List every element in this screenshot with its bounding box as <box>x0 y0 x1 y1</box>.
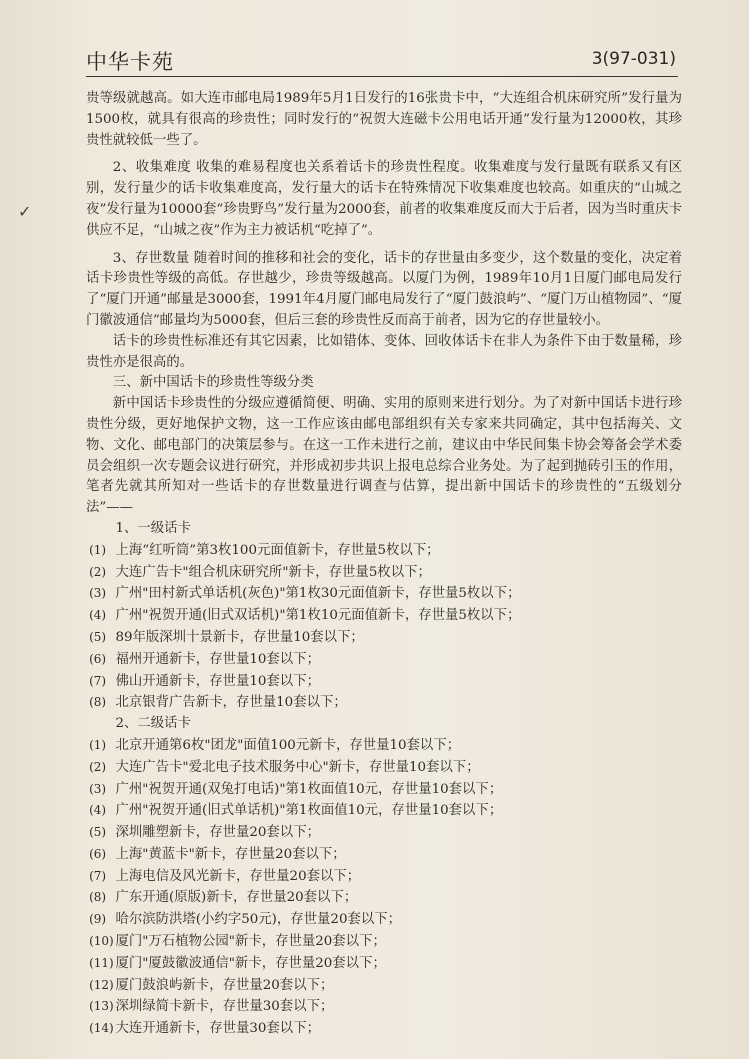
paragraph-other-factors: 话卡的珍贵性标准还有其它因素，比如错体、变体、回收体话卡在非人为条件下由于数量稀，珍贵性亦是很高的。 <box>86 333 682 370</box>
list-item-number: (11) <box>89 955 114 970</box>
list-item-text: 广州"祝贺开通(旧式双话机)"第1枚10元面值新卡，存世量5枚以下； <box>115 608 521 624</box>
list-item-text: 上海"黄蓝卡"新卡，存世量20套以下； <box>115 846 346 862</box>
paragraph-collection-difficulty: 2、收集难度 收集的难易程度也关系着话卡的珍贵性程度。收集难度与发行量既有联系又有区别，发行量少的话卡收集难度高，发行量大的话卡在特殊情况下收集难度也较高。如重庆的“山城之夜”发行量为10000套“珍贵野鸟”发行量为2000套，前者的收集难度反而大于后者，因为当时重庆卡供应不足，“山城之夜”作为主力被话机“吃掉了”。 <box>86 160 682 238</box>
list-item-number: (13) <box>89 999 114 1014</box>
list-item-number: (2) <box>89 759 107 774</box>
list-item-number: (1) <box>89 737 107 752</box>
list-item <box>86 975 682 997</box>
list-item-number: (8) <box>89 890 107 905</box>
list-item-text: 厦门"万石植物公园"新卡，存世量20套以下； <box>115 934 386 950</box>
list-item-text: 大连广告卡"组合机床研究所"新卡，存世量5枚以下； <box>115 564 431 580</box>
list-item-text: 广州"祝贺开通(双兔打电话)"第1枚面值10元，存世量10套以下； <box>115 781 503 797</box>
list-item <box>86 605 682 627</box>
list-item-text: 深圳绿简卡新卡，存世量30套以下； <box>115 999 334 1015</box>
grade2-heading: 2、二级话卡 <box>115 716 191 732</box>
header-divider <box>86 76 678 77</box>
paragraph-classification-intro: 新中国话卡珍贵性的分级应遵循简便、明确、实用的原则来进行划分。为了对新中国话卡进行珍贵性分级，更好地保护文物，这一工作应该由邮电部组织有关专家来共同确定，其中包括海关、文物、文化、邮电部门的决策层参与。在这一工作未进行之前，建议由中华民间集卡协会筹备会学术委员会组织一次专题会议进行研究，并形成初步共识上报电总综合业务处。为了起到抛砖引玉的作用，笔者先就其所知对一些话卡的存世数量进行调查与估算，提出新中国话卡的珍贵性的“五级划分法”—— <box>86 396 682 516</box>
list-item <box>86 692 682 714</box>
journal-title: 中华卡苑 <box>86 50 174 74</box>
list-item-text: 89年版深圳十景新卡，存世量10套以下； <box>115 629 364 645</box>
list-item <box>86 735 682 757</box>
list-item-number: (7) <box>89 673 107 688</box>
list-item-text: 北京开通第6枚"团龙"面值100元新卡，存世量10套以下； <box>115 737 461 753</box>
article-body <box>86 89 682 1040</box>
section-heading-grades: 三、新中国话卡的珍贵性等级分类 <box>112 375 314 391</box>
list-item <box>86 822 682 844</box>
list-item-number: (3) <box>89 781 107 796</box>
page-code: 3(97-031) <box>591 49 676 69</box>
list-item <box>86 562 682 584</box>
list-item <box>86 866 682 888</box>
list-item-number: (5) <box>89 825 107 840</box>
list-item-text: 广东开通(原版)新卡，存世量20套以下； <box>115 890 358 906</box>
list-item <box>86 779 682 801</box>
list-item-number: (4) <box>89 803 107 818</box>
grade1-heading: 1、一级话卡 <box>115 520 191 536</box>
list-item <box>86 953 682 975</box>
list-item-number: (12) <box>89 977 114 992</box>
list-item <box>86 931 682 953</box>
list-item-number: (9) <box>89 912 107 927</box>
list-item-number: (4) <box>89 608 107 623</box>
list-item-number: (7) <box>89 868 107 883</box>
list-item-text: 佛山开通新卡，存世量10套以下； <box>115 673 320 689</box>
list-item <box>86 909 682 931</box>
list-item-number: (3) <box>89 586 107 601</box>
list-item-number: (8) <box>89 695 107 710</box>
paragraph-continuation: 贵等级就越高。如大连市邮电局1989年5月1日发行的16张贵卡中，“大连组合机床研究所”发行量为1500枚，就具有很高的珍贵性；同时发行的“祝贺大连磁卡公用电话开通”发行量为12000枚，其珍贵性就较低一些了。 <box>86 91 682 148</box>
margin-check-mark: ✓ <box>18 202 32 221</box>
list-item-text: 大连开通新卡，存世量30套以下； <box>115 1021 320 1037</box>
list-item <box>86 671 682 693</box>
list-item-text: 广州"祝贺开通(旧式单话机)"第1枚面值10元，存世量10套以下； <box>115 803 503 819</box>
list-item-number: (10) <box>89 934 114 949</box>
list-item <box>86 1018 682 1040</box>
list-item <box>86 996 682 1018</box>
list-item-text: 上海电信及风光新卡，存世量20套以下； <box>115 868 361 884</box>
list-item-text: 福州开通新卡，存世量10套以下； <box>115 651 320 667</box>
list-item-text: 广州"田村新式单话机(灰色)"第1枚30元面值新卡，存世量5枚以下； <box>115 586 521 602</box>
list-item-text: 上海“红听筒”第3枚100元面值新卡，存世量5枚以下； <box>115 542 440 558</box>
list-item <box>86 844 682 866</box>
list-item-number: (5) <box>89 629 107 644</box>
list-item-text: 厦门"厦鼓徽波通信"新卡，存世量20套以下； <box>115 955 386 971</box>
list-item-text: 深圳雕塑新卡，存世量20套以下； <box>115 825 320 841</box>
list-item-number: (6) <box>89 651 107 666</box>
list-item <box>86 757 682 779</box>
list-item-text: 北京银背广告新卡，存世量10套以下； <box>115 695 347 711</box>
list-item-number: (6) <box>89 846 107 861</box>
list-item <box>86 887 682 909</box>
list-item-number: (1) <box>89 542 107 557</box>
list-item <box>86 540 682 562</box>
list-item <box>86 649 682 671</box>
list-item-text: 哈尔滨防洪塔(小约字50元)，存世量20套以下； <box>115 912 402 928</box>
list-item-text: 大连广告卡"爱北电子技术服务中心"新卡，存世量10套以下； <box>115 759 480 775</box>
paragraph-existing-quantity: 3、存世数量 随着时间的推移和社会的变化，话卡的存世量由多变少，这个数量的变化，决定着话卡珍贵性等级的高低。存世越少，珍贵等级越高。以厦门为例，1989年10月1日厦门邮电局发行了“厦门开通”邮量是3000套，1991年4月厦门邮电局发行了“厦门鼓浪屿”、“厦门万山植物园”、“厦门徽波通信”邮量均为5000套，但后三套的珍贵性反而高于前者，因为它的存世量较小。 <box>86 250 682 328</box>
list-item <box>86 583 682 605</box>
list-item-number: (14) <box>89 1021 114 1036</box>
list-item-number: (2) <box>89 564 107 579</box>
list-item-text: 厦门鼓浪屿新卡，存世量20套以下； <box>115 977 334 993</box>
list-item <box>86 800 682 822</box>
page-header <box>86 46 676 76</box>
list-item <box>86 627 682 649</box>
